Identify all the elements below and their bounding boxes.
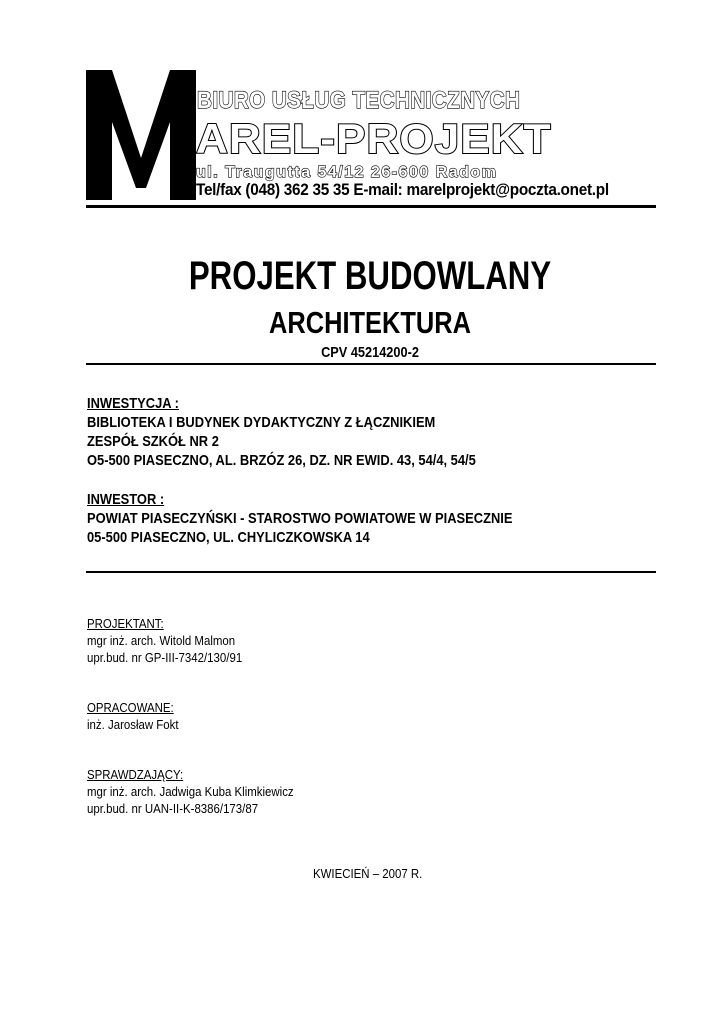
title-divider bbox=[86, 363, 656, 365]
investor-line: POWIAT PIASECZYŃSKI - STAROSTWO POWIATOWE W PIASECZNIE bbox=[87, 510, 513, 527]
prepared-section bbox=[87, 699, 179, 733]
investor-section bbox=[87, 490, 512, 547]
checker-section bbox=[87, 766, 294, 817]
company-logo-m bbox=[86, 70, 196, 200]
designer-name: mgr inż. arch. Witold Malmon bbox=[87, 633, 236, 648]
company-address: ul. Traugutta 54/12 26-600 Radom bbox=[196, 164, 498, 181]
document-date: KWIECIEŃ – 2007 R. bbox=[313, 866, 423, 881]
cpv-code: CPV 45214200-2 bbox=[321, 344, 419, 361]
investment-line: O5-500 PIASECZNO, AL. BRZÓZ 26, DZ. NR EWID. 43, 54/4, 54/5 bbox=[87, 452, 476, 469]
prepared-heading: OPRACOWANE: bbox=[87, 700, 174, 715]
letterhead-divider bbox=[86, 205, 656, 208]
section-divider bbox=[86, 571, 656, 573]
prepared-name: inż. Jarosław Fokt bbox=[87, 717, 179, 732]
checker-license: upr.bud. nr UAN-II-K-8386/173/87 bbox=[87, 801, 259, 816]
investment-section bbox=[87, 394, 476, 470]
company-contact: Tel/fax (048) 362 35 35 E-mail: marelprojekt@poczta.onet.pl bbox=[196, 180, 609, 199]
document-title: PROJEKT BUDOWLANY bbox=[188, 254, 552, 298]
company-brand-name: AREL-PROJEKT bbox=[196, 115, 552, 162]
designer-heading: PROJEKTANT: bbox=[87, 616, 164, 631]
checker-heading: SPRAWDZAJĄCY: bbox=[87, 767, 184, 782]
company-name-line: BIURO USŁUG TECHNICZNYCH bbox=[197, 87, 521, 114]
investor-line: 05-500 PIASECZNO, UL. CHYLICZKOWSKA 14 bbox=[87, 529, 370, 546]
checker-name: mgr inż. arch. Jadwiga Kuba Klimkiewicz bbox=[87, 784, 294, 799]
designer-license: upr.bud. nr GP-III-7342/130/91 bbox=[87, 650, 243, 665]
document-subtitle: ARCHITEKTURA bbox=[269, 305, 471, 340]
investment-heading: INWESTYCJA : bbox=[87, 395, 179, 412]
designer-section bbox=[87, 615, 242, 666]
investment-line: BIBLIOTEKA I BUDYNEK DYDAKTYCZNY Z ŁĄCZNIKIEM bbox=[87, 414, 436, 431]
investor-heading: INWESTOR : bbox=[87, 491, 165, 508]
investment-line: ZESPÓŁ SZKÓŁ NR 2 bbox=[87, 433, 219, 450]
